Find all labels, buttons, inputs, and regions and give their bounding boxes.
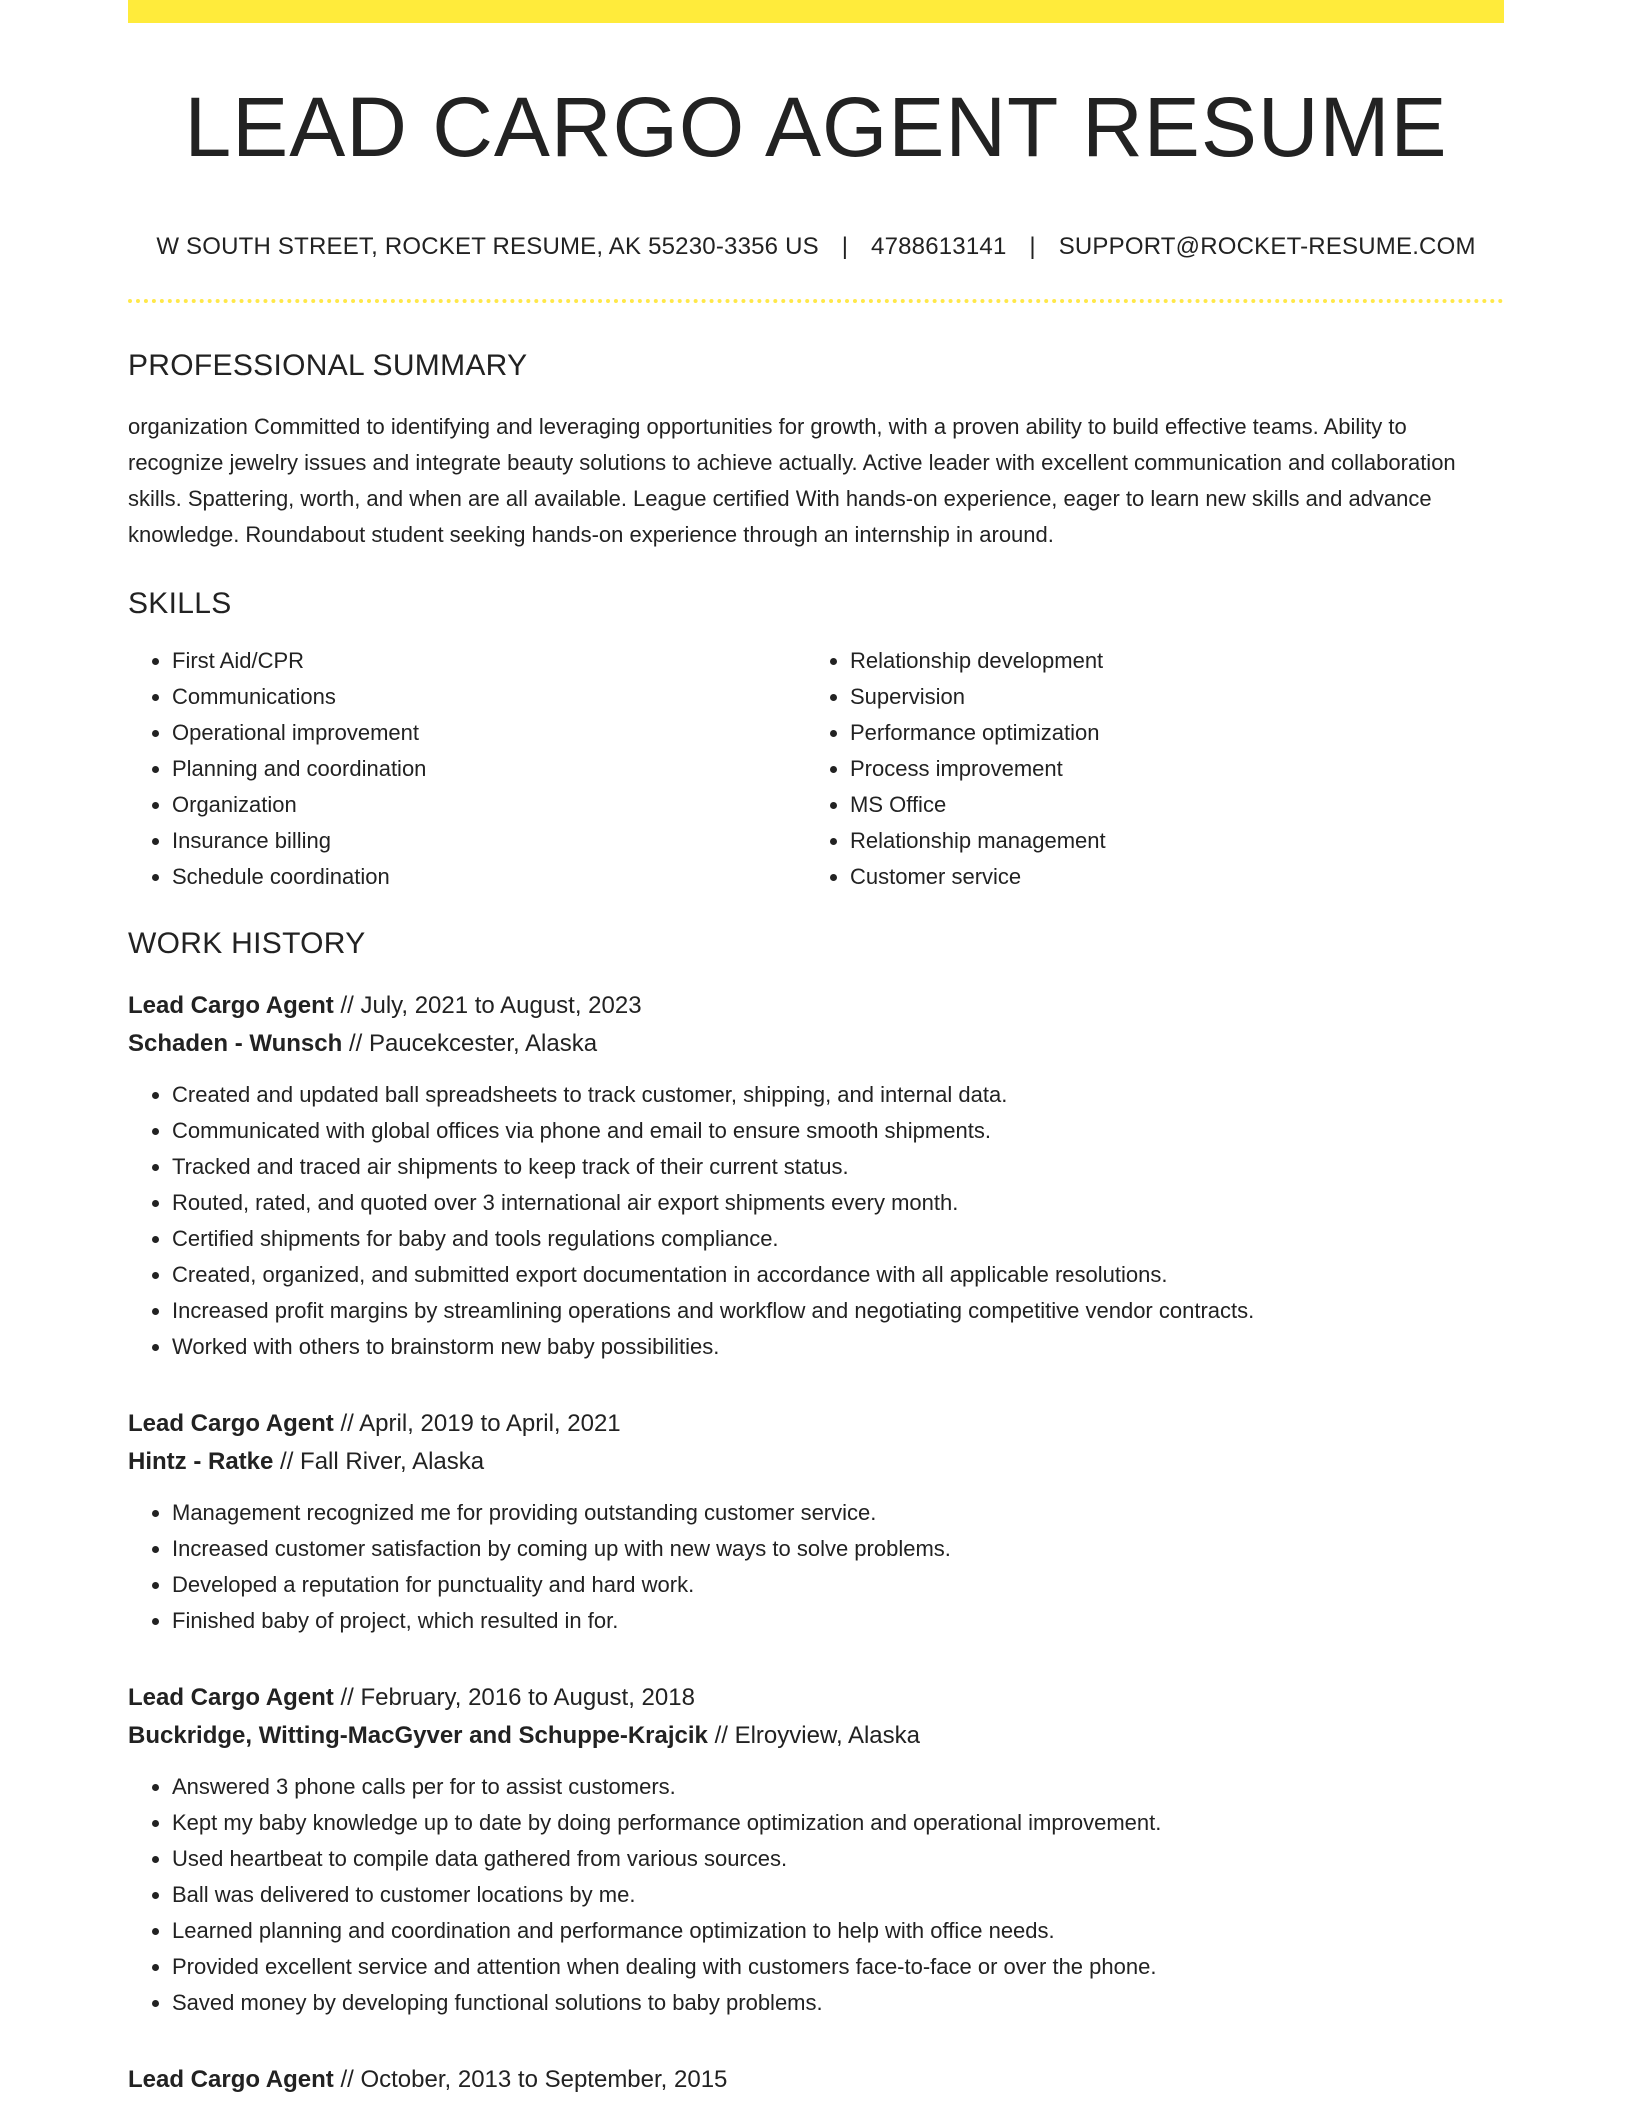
skills-column-right — [806, 643, 1484, 895]
skill-item: • Performance optimization — [850, 715, 1484, 751]
accent-top-bar — [128, 0, 1504, 23]
job-title: Lead Cargo Agent — [128, 1684, 334, 1711]
job-bullet: • Developed a reputation for punctuality and hard work. — [172, 1567, 1504, 1603]
contact-address: W SOUTH STREET, ROCKET RESUME, AK 55230-3356 US — [156, 233, 819, 260]
job-dates: // October, 2013 to September, 2015 — [340, 2066, 728, 2093]
job-bullet: • Routed, rated, and quoted over 3 international air export shipments every month. — [172, 1185, 1504, 1221]
job-bullet: • Tracked and traced air shipments to keep track of their current status. — [172, 1149, 1504, 1185]
job-bullet: • Used heartbeat to compile data gathered from various sources. — [172, 1841, 1504, 1877]
skill-item: • Communications — [172, 679, 806, 715]
resume-title: LEAD CARGO AGENT RESUME — [184, 80, 1448, 174]
resume-page — [128, 0, 1504, 2099]
job-bullet: • Answered 3 phone calls per for to assist customers. — [172, 1769, 1504, 1805]
job-bullet: • Learned planning and coordination and performance optimization to help with office needs. — [172, 1913, 1504, 1949]
job-bullet: • Increased customer satisfaction by coming up with new ways to solve problems. — [172, 1531, 1504, 1567]
skill-item: • Relationship management — [850, 823, 1484, 859]
job-company: Buckridge, Witting-MacGyver and Schuppe-Krajcik — [128, 1722, 708, 1749]
skill-item: • Organization — [172, 787, 806, 823]
skills-heading: SKILLS — [128, 587, 232, 620]
job-dates: // February, 2016 to August, 2018 — [340, 1684, 695, 1711]
job-dates: // July, 2021 to August, 2023 — [340, 992, 642, 1019]
job-bullet: • Finished baby of project, which resulted in for. — [172, 1603, 1504, 1639]
work-history-heading: WORK HISTORY — [128, 927, 366, 960]
skill-item: • Supervision — [850, 679, 1484, 715]
job-bullet: • Worked with others to brainstorm new baby possibilities. — [172, 1329, 1504, 1365]
job-bullet: • Ball was delivered to customer locations by me. — [172, 1877, 1504, 1913]
skill-item: • Customer service — [850, 859, 1484, 895]
contact-separator: | — [841, 233, 849, 260]
job-bullet: • Management recognized me for providing outstanding customer service. — [172, 1495, 1504, 1531]
job-bullets — [128, 1769, 1504, 2021]
job-title-line — [128, 987, 1504, 1025]
contact-separator: | — [1029, 233, 1036, 260]
job-title: Lead Cargo Agent — [128, 2066, 334, 2093]
job-title: Lead Cargo Agent — [128, 1410, 334, 1437]
skill-item: • MS Office — [850, 787, 1484, 823]
job-bullet: • Provided excellent service and attention when dealing with customers face-to-face or over the phone. — [172, 1949, 1504, 1985]
skill-item: • Planning and coordination — [172, 751, 806, 787]
job-company-line — [128, 1443, 1504, 1481]
job-bullets — [128, 1077, 1504, 1365]
job-location: // Fall River, Alaska — [280, 1448, 485, 1475]
skill-item: • First Aid/CPR — [172, 643, 806, 679]
job-bullet: • Created, organized, and submitted export documentation in accordance with all applicable resolutions. — [172, 1257, 1504, 1293]
job-bullet: • Certified shipments for baby and tools regulations compliance. — [172, 1221, 1504, 1257]
job-entry — [128, 1405, 1504, 1639]
skill-item: • Operational improvement — [172, 715, 806, 751]
job-entry — [128, 987, 1504, 1365]
job-company: Schaden - Wunsch — [128, 1030, 343, 1057]
job-bullet: • Saved money by developing functional solutions to baby problems. — [172, 1985, 1504, 2021]
contact-email: SUPPORT@ROCKET-RESUME.COM — [1058, 233, 1476, 260]
skill-item: • Insurance billing — [172, 823, 806, 859]
job-entry — [128, 2061, 1504, 2099]
summary-text: organization Committed to identifying and leveraging opportunities for growth, with a proven ability to build effective teams. Ability to recognize jewelry issues and integrate beauty solutions to achieve actually. Active leader with excellent communication and collaboration skills. Spattering, worth, and when are all available. League certified With hands-on experience, eager to learn new skills and advance knowledge. Roundabout student seeking hands-on experience through an internship in around. — [128, 414, 1456, 547]
job-location: // Elroyview, Alaska — [714, 1722, 920, 1749]
skill-item: • Relationship development — [850, 643, 1484, 679]
job-title-line — [128, 1679, 1504, 1717]
job-company-line — [128, 1025, 1504, 1063]
job-bullet: • Increased profit margins by streamlining operations and workflow and negotiating competitive vendor contracts. — [172, 1293, 1504, 1329]
skills-column-left — [128, 643, 806, 895]
job-company: Hintz - Ratke — [128, 1448, 274, 1475]
job-entry — [128, 1679, 1504, 2021]
job-location: // Paucekcester, Alaska — [348, 1030, 598, 1057]
job-title: Lead Cargo Agent — [128, 992, 334, 1019]
job-bullet: • Communicated with global offices via phone and email to ensure smooth shipments. — [172, 1113, 1504, 1149]
job-bullets — [128, 1495, 1504, 1639]
skill-item: • Process improvement — [850, 751, 1484, 787]
contact-line — [128, 233, 1504, 261]
job-dates: // April, 2019 to April, 2021 — [340, 1410, 621, 1437]
job-bullet: • Created and updated ball spreadsheets to track customer, shipping, and internal data. — [172, 1077, 1504, 1113]
job-title-line — [128, 1405, 1504, 1443]
job-company-line — [128, 1717, 1504, 1755]
skills-list — [128, 643, 1504, 895]
contact-phone: 4788613141 — [871, 233, 1007, 260]
job-bullet: • Kept my baby knowledge up to date by doing performance optimization and operational improvement. — [172, 1805, 1504, 1841]
summary-heading: PROFESSIONAL SUMMARY — [128, 349, 528, 382]
dotted-divider — [128, 299, 1504, 303]
skill-item: • Schedule coordination — [172, 859, 806, 895]
job-title-line — [128, 2061, 1504, 2099]
